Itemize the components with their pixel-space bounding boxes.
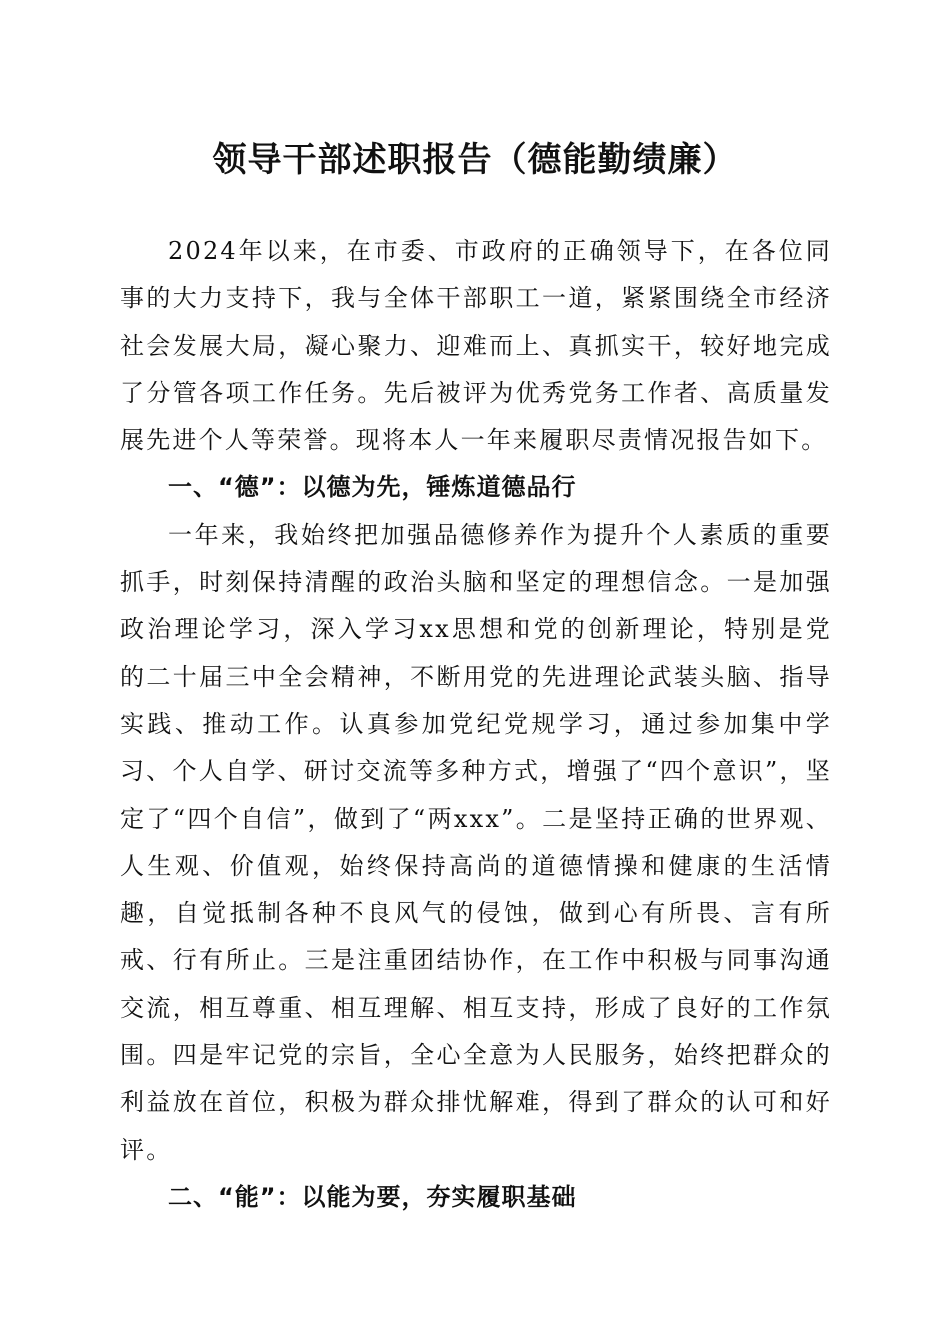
document-body xyxy=(120,228,832,1221)
intro-paragraph: 2024年以来，在市委、市政府的正确领导下，在各位同事的大力支持下，我与全体干部职工一道，紧紧围绕全市经济社会发展大局，凝心聚力、迎难而上、真抓实干，较好地完成了分管各项工作任务。先后被评为优秀党务工作者、高质量发展先进个人等荣誉。现将本人一年来履职尽责情况报告如下。 xyxy=(120,237,832,455)
section-heading-de: 一、“德”：以德为先，锤炼道德品行 xyxy=(168,473,577,502)
section-paragraph-de: 一年来，我始终把加强品德修养作为提升个人素质的重要抓手，时刻保持清醒的政治头脑和坚定的理想信念。一是加强政治理论学习，深入学习xx思想和党的创新理论，特别是党的二十届三中全会精神，不断用党的先进理论武装头脑、指导实践、推动工作。认真参加党纪党规学习，通过参加集中学习、个人自学、研讨交流等多种方式，增强了“四个意识”，坚定了“四个自信”，做到了“两xxx”。二是坚持正确的世界观、人生观、价值观，始终保持高尚的道德情操和健康的生活情趣，自觉抵制各种不良风气的侵蚀，做到心有所畏、言有所戒、行有所止。三是注重团结协作，在工作中积极与同事沟通交流，相互尊重、相互理解、相互支持，形成了良好的工作氛围。四是牢记党的宗旨，全心全意为人民服务，始终把群众的利益放在首位，积极为群众排忧解难，得到了群众的认可和好评。 xyxy=(120,520,832,1164)
section-heading-neng: 二、“能”：以能为要，夯实履职基础 xyxy=(168,1182,577,1211)
document-title: 领导干部述职报告（德能勤绩廉） xyxy=(212,140,738,180)
